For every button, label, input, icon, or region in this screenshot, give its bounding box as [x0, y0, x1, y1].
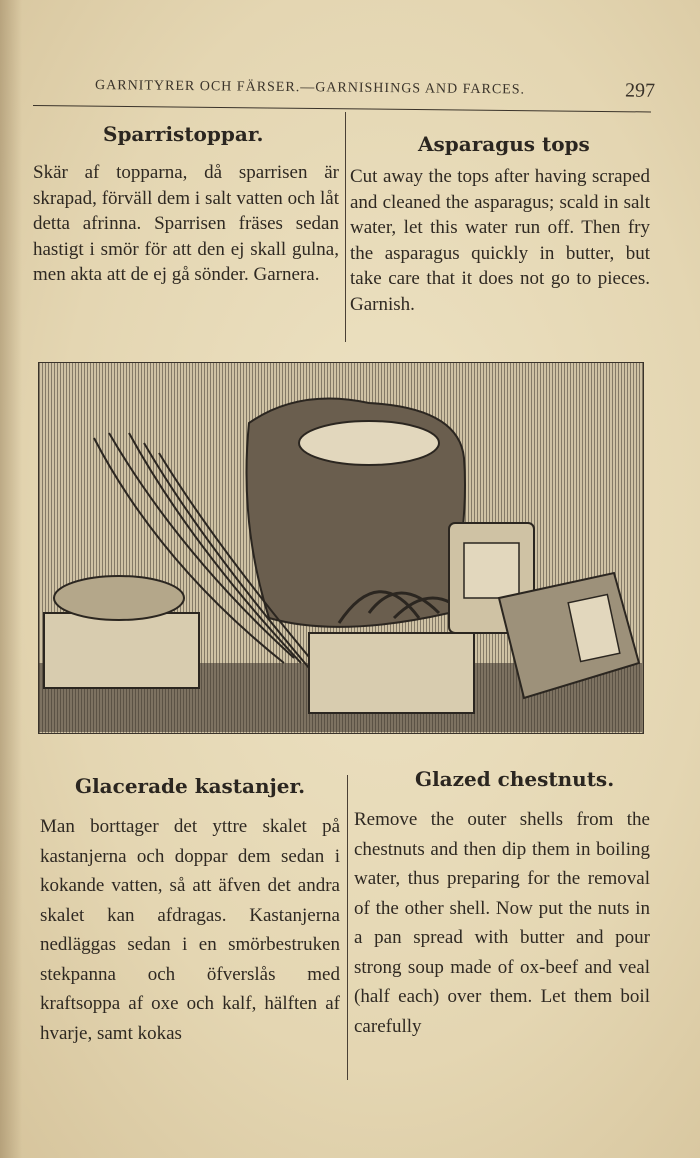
recipe-title-english-asparagus-tops: Asparagus tops — [418, 132, 590, 156]
kitchen-still-life-graphic — [39, 363, 642, 732]
column-divider-upper — [345, 112, 346, 342]
running-title: GARNITYRER OCH FÄRSER.—GARNISHINGS AND FARCES. — [94, 78, 526, 98]
recipe-body-english-glazed-chestnuts: Remove the outer shells from the chestnuts and then dip them in boiling water, thus preparing for the removal of the other shell. Now put the nuts in a pan spread with butter and pour strong soup made of ox-beef and veal (half each) over them. Let them boil carefully — [354, 809, 650, 1037]
engraving-illustration — [38, 362, 644, 734]
page-number: 297 — [624, 79, 656, 102]
column-divider-lower — [347, 775, 348, 1080]
recipe-title-english-glazed-chestnuts: Glazed chestnuts. — [415, 767, 615, 791]
page-edge-shadow — [0, 0, 22, 1158]
recipe-body-swedish-glacerade-kastanjer: Man borttager det yttre skalet på kastanjerna och doppar dem sedan i kokande vatten, så att äfven det andra skalet kan afdragas. Kastanjerna nedläggas sedan i en smörbestruken stekpanna och öfverslås med kraftsoppa af oxe och kalf, hälften af hvarje, samt kokas — [40, 816, 340, 1044]
running-head — [95, 78, 655, 110]
recipe-title-swedish-glacerade-kastanjer: Glacerade kastanjer. — [75, 774, 306, 798]
recipe-body-english-asparagus-tops: Cut away the tops after having scraped and cleaned the asparagus; scald in salt water, let this water run off. Then fry the asparagus quickly in butter, but take care that it does not go to pieces. Garnish. — [350, 166, 650, 315]
recipe-title-swedish-sparristoppar: Sparristoppar. — [103, 122, 264, 146]
recipe-body-swedish-sparristoppar: Skär af topparna, då sparrisen är skrapad, förväll dem i salt vatten och låt detta afrinna. Sparrisen fräses sedan hastigt i smör för att den ej skall gulna, men akta att de ej gå sönder. Garnera. — [33, 162, 339, 285]
